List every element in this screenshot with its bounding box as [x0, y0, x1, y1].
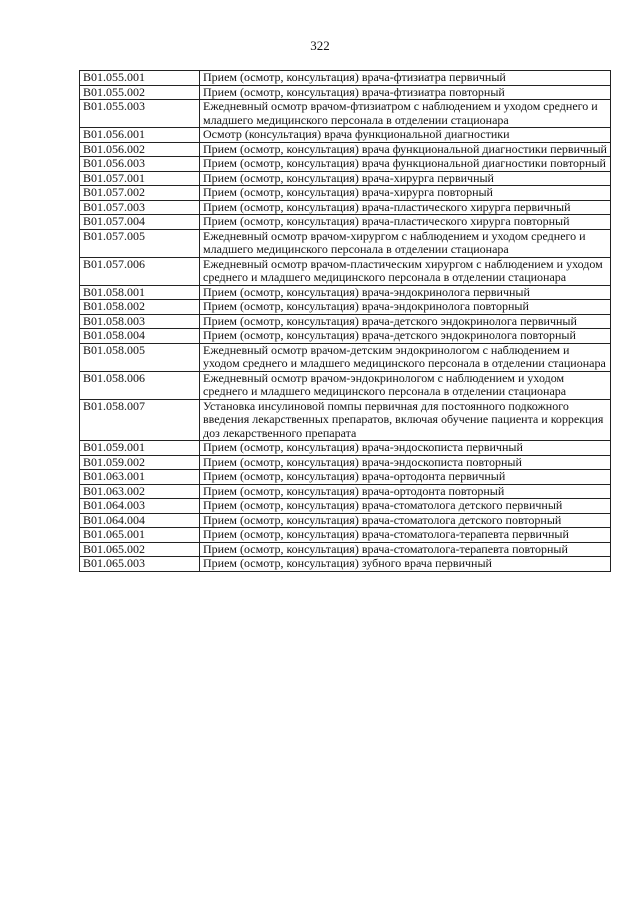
table-row — [80, 513, 611, 528]
table-row — [80, 499, 611, 514]
service-name: Прием (осмотр, консультация) врача-стоматолога детского повторный — [200, 513, 611, 528]
service-name: Ежедневный осмотр врачом-хирургом с наблюдением и уходом среднего и младшего медицинского персонала в отделении стационара — [200, 229, 611, 257]
services-table — [79, 70, 611, 572]
service-name: Ежедневный осмотр врачом-фтизиатром с наблюдением и уходом среднего и младшего медицинского персонала в отделении стационара — [200, 100, 611, 128]
service-code: В01.058.002 — [80, 300, 200, 315]
service-name: Осмотр (консультация) врача функциональной диагностики — [200, 128, 611, 143]
service-code: В01.057.002 — [80, 186, 200, 201]
service-code: В01.057.006 — [80, 257, 200, 285]
service-code: В01.056.002 — [80, 142, 200, 157]
service-name: Прием (осмотр, консультация) врача-стоматолога-терапевта первичный — [200, 528, 611, 543]
service-name: Прием (осмотр, консультация) врача-хирурга повторный — [200, 186, 611, 201]
table-row — [80, 455, 611, 470]
service-code: В01.056.003 — [80, 157, 200, 172]
service-name: Ежедневный осмотр врачом-пластическим хирургом с наблюдением и уходом среднего и младшего медицинского персонала в отделении стационара — [200, 257, 611, 285]
service-code: В01.063.002 — [80, 484, 200, 499]
table-row — [80, 285, 611, 300]
service-code: В01.063.001 — [80, 470, 200, 485]
service-code: В01.064.003 — [80, 499, 200, 514]
page-number: 322 — [310, 38, 330, 53]
service-code: В01.058.004 — [80, 329, 200, 344]
table-row — [80, 557, 611, 572]
service-name: Прием (осмотр, консультация) врача-стоматолога-терапевта повторный — [200, 542, 611, 557]
service-name: Ежедневный осмотр врачом-эндокринологом с наблюдением и уходом среднего и младшего медицинского персонала в отделении стационара — [200, 371, 611, 399]
service-name: Установка инсулиновой помпы первичная для постоянного подкожного введения лекарственных препаратов, включая обучение пациента и коррекция доз лекарственного препарата — [200, 399, 611, 441]
table-row — [80, 128, 611, 143]
table-row — [80, 85, 611, 100]
service-name: Прием (осмотр, консультация) врача функциональной диагностики первичный — [200, 142, 611, 157]
service-code: В01.055.001 — [80, 71, 200, 86]
service-code: В01.065.002 — [80, 542, 200, 557]
service-name: Ежедневный осмотр врачом-детским эндокринологом с наблюдением и уходом среднего и младшего медицинского персонала в отделении стационара — [200, 343, 611, 371]
service-name: Прием (осмотр, консультация) врача-пластического хирурга первичный — [200, 200, 611, 215]
table-row — [80, 484, 611, 499]
service-code: В01.065.001 — [80, 528, 200, 543]
service-name: Прием (осмотр, консультация) врача функциональной диагностики повторный — [200, 157, 611, 172]
service-code: В01.058.001 — [80, 285, 200, 300]
table-row — [80, 399, 611, 441]
service-code: В01.057.003 — [80, 200, 200, 215]
service-code: В01.055.003 — [80, 100, 200, 128]
service-code: В01.064.004 — [80, 513, 200, 528]
service-code: В01.057.004 — [80, 215, 200, 230]
service-name: Прием (осмотр, консультация) врача-эндоскописта повторный — [200, 455, 611, 470]
table-row — [80, 314, 611, 329]
table-row — [80, 329, 611, 344]
service-name: Прием (осмотр, консультация) врача-хирурга первичный — [200, 171, 611, 186]
service-code: В01.057.005 — [80, 229, 200, 257]
table-row — [80, 100, 611, 128]
service-code: В01.059.001 — [80, 441, 200, 456]
service-name: Прием (осмотр, консультация) врача-детского эндокринолога повторный — [200, 329, 611, 344]
service-code: В01.058.003 — [80, 314, 200, 329]
service-name: Прием (осмотр, консультация) врача-фтизиатра повторный — [200, 85, 611, 100]
table-row — [80, 157, 611, 172]
service-name: Прием (осмотр, консультация) зубного врача первичный — [200, 557, 611, 572]
table-row — [80, 171, 611, 186]
services-table-body — [80, 71, 611, 572]
service-name: Прием (осмотр, консультация) врача-эндоскописта первичный — [200, 441, 611, 456]
table-row — [80, 528, 611, 543]
service-name: Прием (осмотр, консультация) врача-пластического хирурга повторный — [200, 215, 611, 230]
table-row — [80, 371, 611, 399]
service-code: В01.055.002 — [80, 85, 200, 100]
service-code: В01.056.001 — [80, 128, 200, 143]
table-row — [80, 229, 611, 257]
table-row — [80, 215, 611, 230]
table-row — [80, 343, 611, 371]
service-name: Прием (осмотр, консультация) врача-эндокринолога повторный — [200, 300, 611, 315]
service-code: В01.059.002 — [80, 455, 200, 470]
service-code: В01.058.005 — [80, 343, 200, 371]
table-row — [80, 542, 611, 557]
service-name: Прием (осмотр, консультация) врача-стоматолога детского первичный — [200, 499, 611, 514]
table-row — [80, 142, 611, 157]
table-row — [80, 257, 611, 285]
service-code: В01.058.006 — [80, 371, 200, 399]
service-name: Прием (осмотр, консультация) врача-детского эндокринолога первичный — [200, 314, 611, 329]
service-code: В01.057.001 — [80, 171, 200, 186]
service-name: Прием (осмотр, консультация) врача-эндокринолога первичный — [200, 285, 611, 300]
table-row — [80, 71, 611, 86]
service-name: Прием (осмотр, консультация) врача-фтизиатра первичный — [200, 71, 611, 86]
service-name: Прием (осмотр, консультация) врача-ортодонта повторный — [200, 484, 611, 499]
table-row — [80, 186, 611, 201]
service-code: В01.058.007 — [80, 399, 200, 441]
table-row — [80, 470, 611, 485]
table-row — [80, 441, 611, 456]
service-name: Прием (осмотр, консультация) врача-ортодонта первичный — [200, 470, 611, 485]
service-code: В01.065.003 — [80, 557, 200, 572]
table-row — [80, 200, 611, 215]
table-row — [80, 300, 611, 315]
